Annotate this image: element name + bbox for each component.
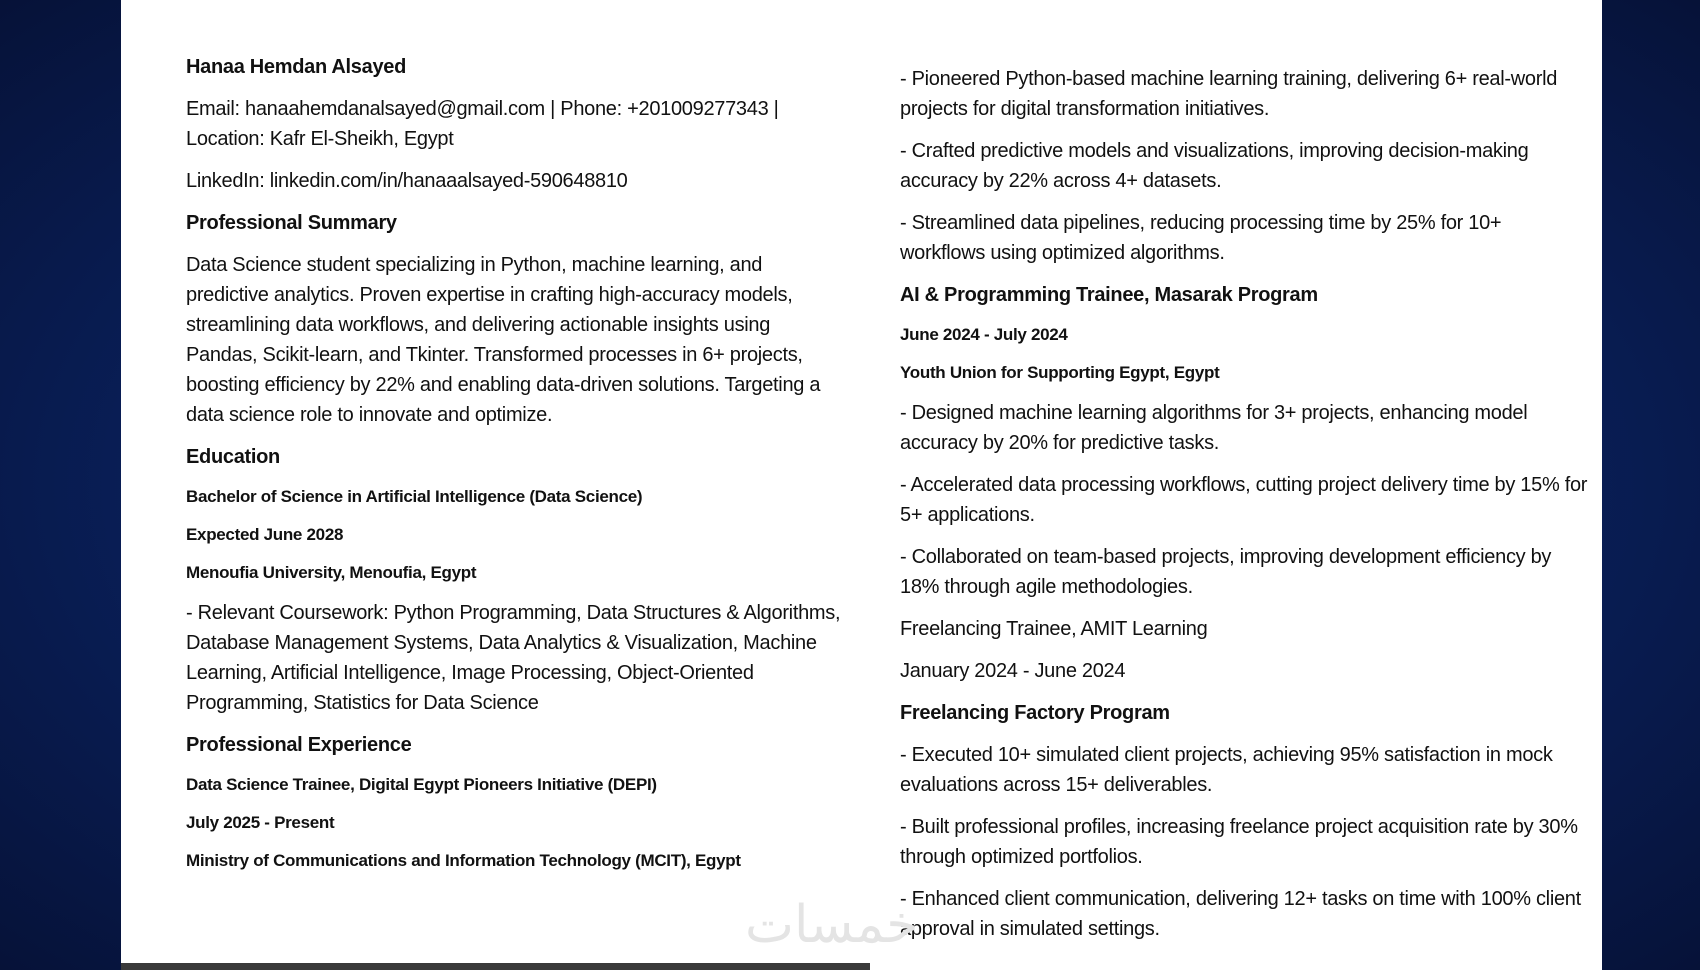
job-dates: January 2024 - June 2024 <box>900 660 1126 682</box>
candidate-name: Hanaa Hemdan Alsayed <box>186 56 407 78</box>
job-bullet: - Crafted predictive models and visualizations, improving decision-making accuracy by 22% across 4+ datasets. <box>900 140 1529 192</box>
job-title: AI & Programming Trainee, Masarak Program <box>900 284 1318 306</box>
job-title: Freelancing Trainee, AMIT Learning <box>900 618 1208 640</box>
university: Menoufia University, Menoufia, Egypt <box>186 563 477 582</box>
job-title: Data Science Trainee, Digital Egypt Pioneers Initiative (DEPI) <box>186 775 657 794</box>
job-bullet: - Accelerated data processing workflows, cutting project delivery time by 15% for 5+ applications. <box>900 474 1588 526</box>
job-bullet: - Enhanced client communication, delivering 12+ tasks on time with 100% client approval in simulated settings. <box>900 888 1581 940</box>
job-dates: June 2024 - July 2024 <box>900 325 1068 344</box>
job-bullet: - Pioneered Python-based machine learning training, delivering 6+ real-world projects for digital transformation initiatives. <box>900 68 1558 120</box>
summary-heading: Professional Summary <box>186 212 397 234</box>
job-bullet: - Collaborated on team-based projects, improving development efficiency by 18% through agile methodologies. <box>900 546 1552 598</box>
job-bullet: - Executed 10+ simulated client projects, achieving 95% satisfaction in mock evaluations across 15+ deliverables. <box>900 744 1553 796</box>
summary-text: Data Science student specializing in Python, machine learning, and predictive analytics. Proven expertise in crafting high-accuracy models, streamlining data workflows, and delivering actionable insights using Pandas, Scikit-learn, and Tkinter. Transformed processes in 6+ projects, boosting efficiency by 22% and enabling data-driven solutions. Targeting a data science role to innovate and optimize. <box>186 254 821 426</box>
linkedin: LinkedIn: linkedin.com/in/hanaaalsayed-590648810 <box>186 170 628 192</box>
job-org: Freelancing Factory Program <box>900 702 1170 724</box>
right-column <box>900 64 1590 956</box>
education-heading: Education <box>186 446 280 468</box>
expected-date: Expected June 2028 <box>186 525 344 544</box>
job-bullet: - Built professional profiles, increasing freelance project acquisition rate by 30% through optimized portfolios. <box>900 816 1578 868</box>
coursework: - Relevant Coursework: Python Programming, Data Structures & Algorithms, Database Management Systems, Data Analytics & Visualization, Machine Learning, Artificial Intelligence, Image Processing, Object-Oriented Programming, Statistics for Data Science <box>186 602 841 714</box>
experience-heading: Professional Experience <box>186 734 412 756</box>
job-bullet: - Designed machine learning algorithms for 3+ projects, enhancing model accuracy by 20% for predictive tasks. <box>900 402 1528 454</box>
left-column <box>186 52 846 886</box>
resume-page <box>121 0 1602 970</box>
job-org: Ministry of Communications and Information Technology (MCIT), Egypt <box>186 851 741 870</box>
job-bullet: - Streamlined data pipelines, reducing processing time by 25% for 10+ workflows using optimized algorithms. <box>900 212 1502 264</box>
degree: Bachelor of Science in Artificial Intelligence (Data Science) <box>186 487 643 506</box>
job-org: Youth Union for Supporting Egypt, Egypt <box>900 363 1220 382</box>
contact-info: Email: hanaahemdanalsayed@gmail.com | Phone: +201009277343 | Location: Kafr El-Sheikh, Egypt <box>186 98 779 150</box>
bottom-scrollbar[interactable] <box>121 963 870 970</box>
job-dates: July 2025 - Present <box>186 813 335 832</box>
watermark-logo: خمسات <box>745 895 919 955</box>
